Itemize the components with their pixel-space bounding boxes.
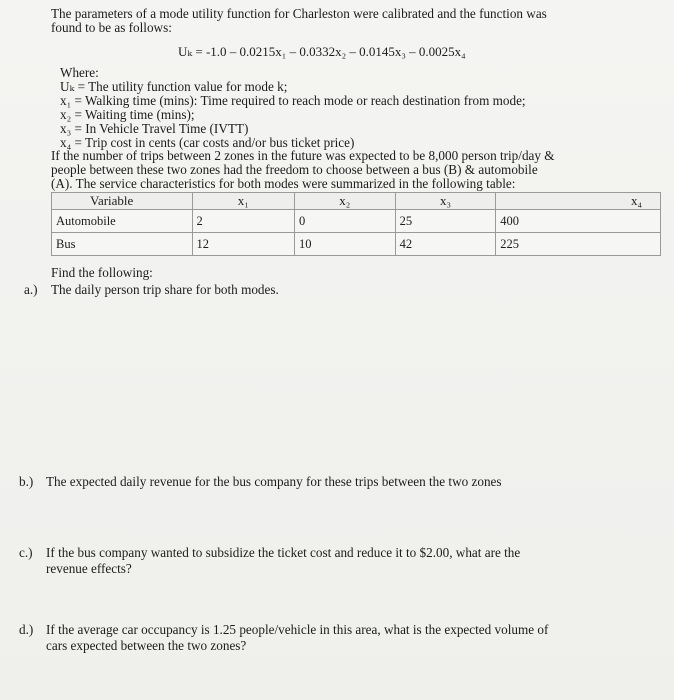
definition-x1: x₁ = Walking time (mins): Time required to reach mode or reach destination from mode; <box>60 93 526 108</box>
question-a-text: The daily person trip share for both modes. <box>51 282 279 297</box>
utility-formula: Uₖ = -1.0 – 0.0215x₁ – 0.0332x₂ – 0.0145x₃ – 0.0025x₄ <box>178 44 466 59</box>
find-label: Find the following: <box>51 265 153 280</box>
definition-x3: x₃ = In Vehicle Travel Time (IVTT) <box>60 121 249 136</box>
scenario-line-2: people between these two zones had the freedom to choose between a bus (B) & automobile <box>51 162 538 177</box>
question-b-label: b.) <box>19 474 34 489</box>
cell-bus-x3: 42 <box>395 233 496 256</box>
question-c-text-1: If the bus company wanted to subsidize the ticket cost and reduce it to $2.00, what are the <box>46 545 521 560</box>
cell-bus-x1: 12 <box>192 233 294 256</box>
cell-automobile-x4: 400 <box>496 210 661 233</box>
intro-line-2: found to be as follows: <box>51 20 172 35</box>
question-a-label: a.) <box>24 282 38 297</box>
mode-bus: Bus <box>52 233 193 256</box>
question-d-text-1: If the average car occupancy is 1.25 people/vehicle in this area, what is the expected volume of <box>46 622 549 637</box>
question-d-label: d.) <box>19 622 34 637</box>
cell-automobile-x1: 2 <box>192 210 294 233</box>
question-b-text: The expected daily revenue for the bus company for these trips between the two zones <box>46 474 502 489</box>
definition-x4: x₄ = Trip cost in cents (car costs and/or bus ticket price) <box>60 135 355 150</box>
cell-bus-x4: 225 <box>496 233 661 256</box>
question-c-label: c.) <box>19 545 33 560</box>
table-row <box>52 210 661 233</box>
scenario-line-3: (A). The service characteristics for both modes were summarized in the following table: <box>51 176 516 191</box>
header-x1: x₁ <box>192 193 294 210</box>
definition-x2: x₂ = Waiting time (mins); <box>60 107 195 122</box>
header-x3: x₃ <box>395 193 496 210</box>
table-header-row <box>52 193 661 210</box>
cell-automobile-x3: 25 <box>395 210 496 233</box>
intro-line-1: The parameters of a mode utility function for Charleston were calibrated and the function was <box>51 6 547 21</box>
question-d-text-2: cars expected between the two zones? <box>46 638 247 653</box>
where-label: Where: <box>60 65 99 80</box>
definition-uk: Uₖ = The utility function value for mode k; <box>60 79 288 94</box>
header-x2: x₂ <box>294 193 395 210</box>
header-variable: Variable <box>52 193 193 210</box>
scenario-line-1: If the number of trips between 2 zones in the future was expected to be 8,000 person trip/day & <box>51 148 555 163</box>
question-c-text-2: revenue effects? <box>46 561 132 576</box>
mode-automobile: Automobile <box>52 210 193 233</box>
table-row <box>52 233 661 256</box>
cell-automobile-x2: 0 <box>294 210 395 233</box>
header-x4: x₄ <box>496 193 661 210</box>
service-characteristics-table <box>51 192 661 256</box>
cell-bus-x2: 10 <box>294 233 395 256</box>
